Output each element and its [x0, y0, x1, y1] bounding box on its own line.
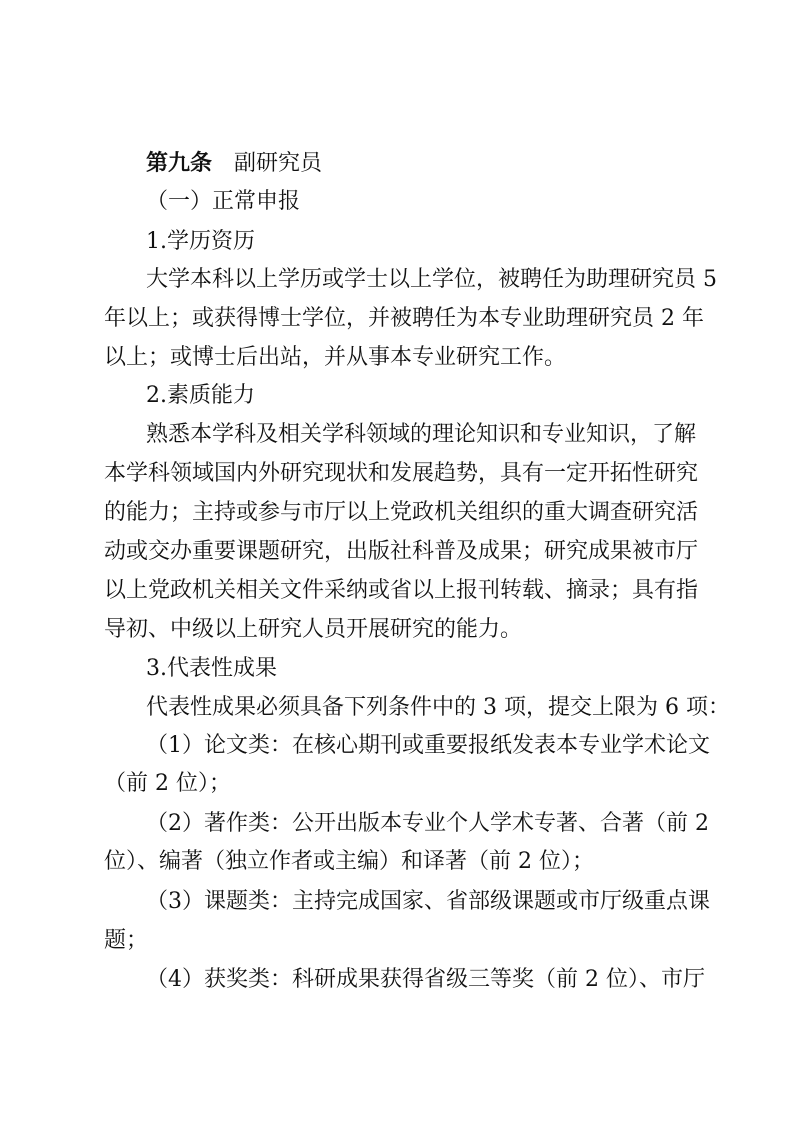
- item3-heading: 3.代表性成果: [146, 656, 277, 681]
- item2-line-3: 的能力；主持或参与市厅以上党政机关组织的重大调查研究活: [104, 500, 699, 525]
- item1-line-1: 大学本科以上学历或学士以上学位，被聘任为助理研究员 5: [146, 267, 717, 292]
- article-heading: [146, 150, 686, 178]
- item2-line-4: 动或交办重要课题研究，出版社科普及成果；研究成果被市厅: [104, 539, 699, 564]
- item2-line-6: 导初、中级以上研究人员开展研究的能力。: [104, 617, 523, 642]
- item3-sub2-line-1: （2）著作类：公开出版本专业个人学术专著、合著（前 2: [146, 811, 709, 836]
- item1-line-3: 以上；或博士后出站，并从事本专业研究工作。: [104, 345, 567, 370]
- article-title: 副研究员: [234, 151, 323, 176]
- item3-sub4-line-1: （4）获奖类：科研成果获得省级三等奖（前 2 位）、市厅: [146, 967, 705, 992]
- item3-sub2-line-2: 位）、编著（独立作者或主编）和译著（前 2 位）；: [104, 849, 594, 874]
- item2-line-5: 以上党政机关相关文件采纳或省以上报刊转载、摘录；具有指: [104, 578, 699, 603]
- item1-heading: 1.学历资历: [146, 229, 255, 254]
- item2-line-1: 熟悉本学科及相关学科领域的理论知识和专业知识，了解: [146, 422, 697, 447]
- section-heading: （一）正常申报: [146, 189, 301, 214]
- item3-sub1-line-2: （前 2 位）；: [104, 771, 231, 796]
- item3-sub1-line-1: （1）论文类：在核心期刊或重要报纸发表本专业学术论文: [146, 733, 710, 758]
- item2-heading: 2.素质能力: [146, 383, 255, 408]
- item2-line-2: 本学科领域国内外研究现状和发展趋势，具有一定开拓性研究: [104, 461, 699, 486]
- item3-sub3-line-1: （3）课题类：主持完成国家、省部级课题或市厅级重点课: [146, 889, 710, 914]
- item3-sub3-line-2: 题；: [104, 928, 149, 953]
- item1-line-2: 年以上；或获得博士学位，并被聘任为本专业助理研究员 2 年: [104, 306, 704, 331]
- item3-intro: 代表性成果必须具备下列条件中的 3 项，提交上限为 6 项：: [146, 695, 730, 720]
- article-number: 第九条: [146, 151, 213, 176]
